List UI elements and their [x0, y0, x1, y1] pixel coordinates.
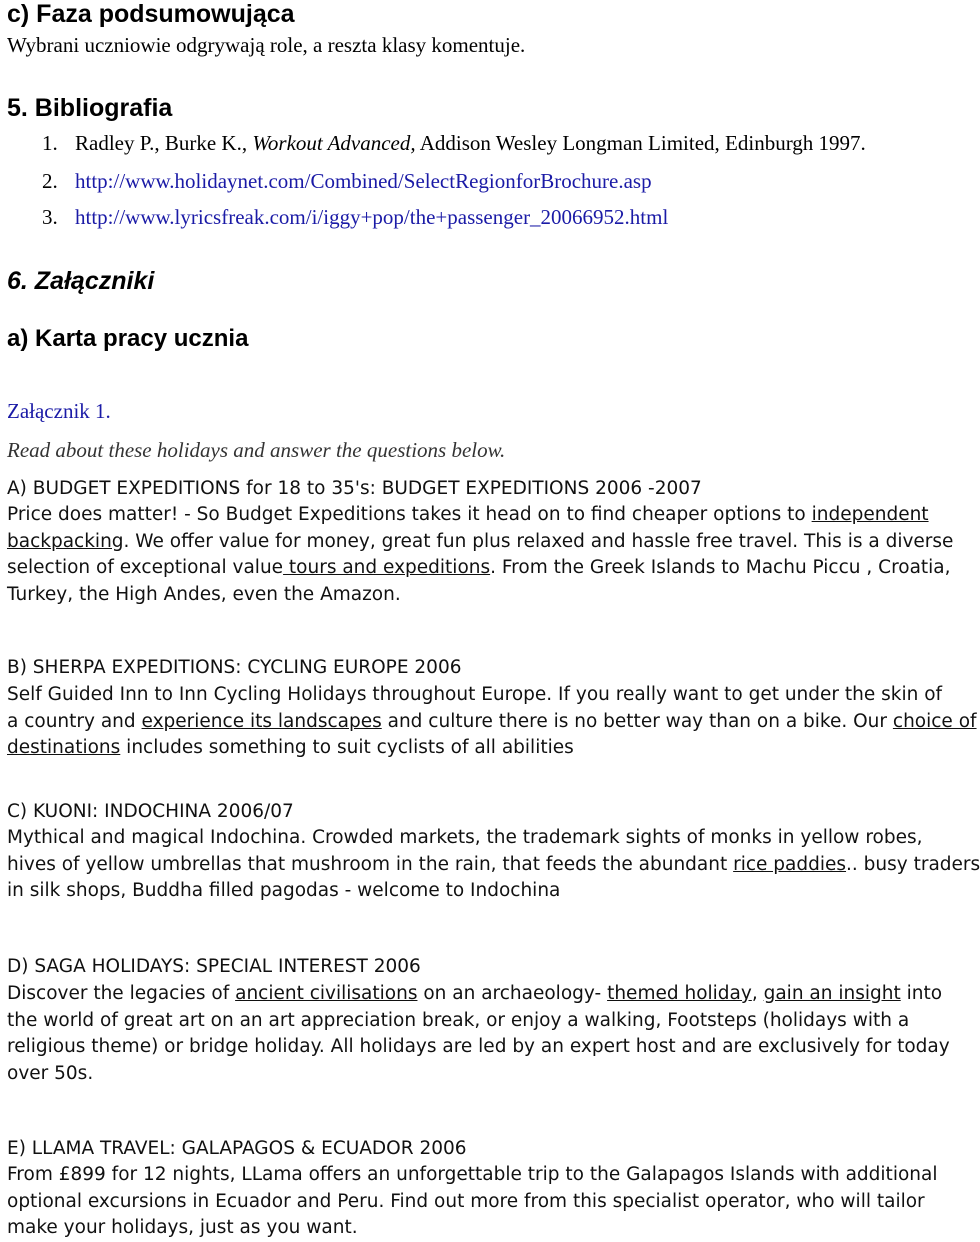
bib-authors: Radley P., Burke K.,: [75, 131, 253, 155]
section-c-heading: c) Faza podsumowująca: [7, 0, 295, 28]
worksheet-heading: a) Karta pracy ucznia: [7, 325, 249, 352]
holiday-d-description: Discover the legacies of ancient civilisations on an archaeology- themed holiday, gain an insight into the world of great art on an art appreciation break, or enjoy a walking, Footsteps (holidays with a religious theme) or bridge holiday. All holidays are led by an expert host and are exclusively for today over 50s.: [7, 983, 950, 1084]
bibliography-item-3: [42, 205, 668, 230]
bib-number: 3.: [42, 205, 58, 229]
holiday-a-title: A) BUDGET EXPEDITIONS for 18 to 35's: BUDGET EXPEDITIONS 2006 -2007: [7, 478, 702, 499]
bib-number: 2.: [42, 169, 58, 193]
bibliography-item-2: [42, 169, 652, 194]
section-c-text: Wybrani uczniowie odgrywają role, a reszta klasy komentuje.: [7, 33, 526, 57]
link-experience-landscapes[interactable]: experience its landscapes: [141, 710, 382, 732]
bibliography-item-1: [42, 131, 866, 156]
attachments-heading: 6. Załączniki: [7, 267, 155, 295]
link-destinations[interactable]: destinations: [7, 737, 121, 758]
link-tours-and-expeditions[interactable]: tours and expeditions: [283, 557, 491, 578]
link-gain-an-insight[interactable]: gain an insight: [763, 983, 901, 1004]
bib-publisher: Addison Wesley Longman Limited, Edinburgh 1997.: [415, 131, 866, 155]
bib-book-title: Workout Advanced,: [252, 131, 416, 155]
holiday-b-title: B) SHERPA EXPEDITIONS: CYCLING EUROPE 2006: [7, 657, 462, 678]
holiday-c-title: C) KUONI: INDOCHINA 2006/07: [7, 801, 294, 822]
attachment-label: Załącznik 1.: [7, 399, 111, 423]
link-choice-of-destinations[interactable]: choice of: [892, 710, 977, 732]
holiday-a-description: Price does matter! - So Budget Expeditions takes it head on to find cheaper options to independent backpacking. We offer value for money, great fun plus relaxed and hassle free travel. This is a diverse selection of exceptional value tours and expeditions. From the Greek Islands to Machu Piccu , Croatia, Turkey, the High Andes, even the Amazon.: [7, 504, 954, 605]
link-themed-holiday[interactable]: themed holiday: [607, 983, 752, 1004]
holiday-e-description: From £899 for 12 nights, LLama offers an unforgettable trip to the Galapagos Islands with additional optional excursions in Ecuador and Peru. Find out more from this specialist operator, who will tailor make your holidays, just as you want.: [7, 1164, 938, 1238]
link-rice-paddies[interactable]: rice paddies: [733, 853, 847, 875]
holiday-e-title: E) LLAMA TRAVEL: GALAPAGOS & ECUADOR 2006: [7, 1138, 467, 1159]
holiday-c-description: Mythical and magical Indochina. Crowded markets, the trademark sights of monks in yellow robes, hives of yellow umbrellas that mushroom in the rain, that feeds the abundant rice paddies.. busy traders in silk shops, Buddha filled pagodas - welcome to Indochina: [7, 827, 980, 901]
holiday-d-title: D) SAGA HOLIDAYS: SPECIAL INTEREST 2006: [7, 956, 421, 977]
bib-link-holidaynet[interactable]: http://www.holidaynet.com/Combined/SelectRegionforBrochure.asp: [75, 169, 652, 193]
link-ancient-civilisations[interactable]: ancient civilisations: [235, 983, 418, 1004]
link-independent-backpacking[interactable]: independent: [811, 504, 929, 525]
link-backpacking[interactable]: backpacking: [7, 530, 124, 552]
bib-link-lyricsfreak[interactable]: http://www.lyricsfreak.com/i/iggy+pop/the+passenger_20066952.html: [75, 205, 669, 229]
bibliography-heading: 5. Bibliografia: [7, 94, 173, 122]
holiday-b-description: Self Guided Inn to Inn Cycling Holidays throughout Europe. If you really want to get under the skin of a country and experience its landscapes and culture there is no better way than on a bike. Our choice of destinations includes something to suit cyclists of all abilities: [7, 684, 977, 758]
bib-number: 1.: [42, 131, 58, 155]
worksheet-instruction: Read about these holidays and answer the questions below.: [7, 438, 506, 462]
